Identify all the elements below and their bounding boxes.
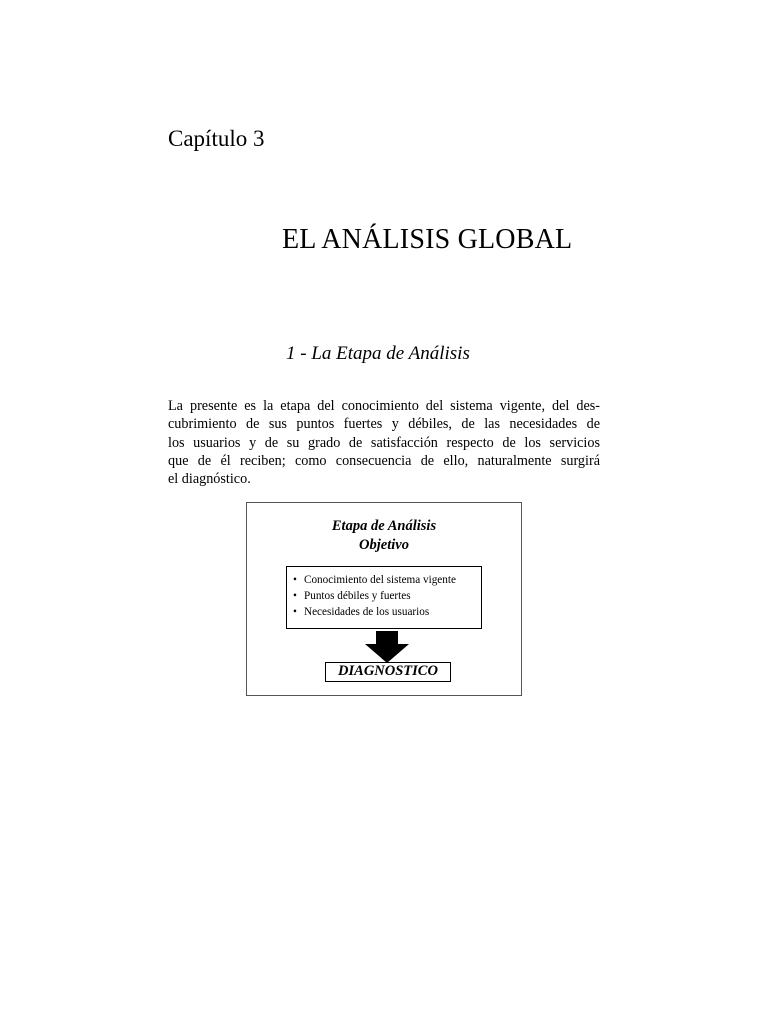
paragraph-line: que de él reciben; como consecuencia de ello, naturalmente surgirá [168, 452, 600, 469]
list-item [293, 572, 481, 588]
paragraph-line: el diagnóstico. [168, 471, 251, 488]
paragraph-line: los usuarios y de su grado de satisfacción respecto de los servicios [168, 434, 600, 451]
diagram-title [247, 517, 521, 555]
list-item [293, 604, 481, 620]
list-item-text: Puntos débiles y fuertes [304, 590, 411, 602]
bullet-icon: • [293, 606, 297, 618]
objectives-list [293, 572, 481, 620]
down-arrow-icon [365, 631, 409, 663]
list-item-text: Necesidades de los usuarios [304, 606, 430, 618]
analysis-diagram [246, 502, 522, 696]
chapter-label: Capítulo 3 [168, 126, 265, 151]
paragraph-line: La presente es la etapa del conocimiento del sistema vigente, del des- [168, 398, 600, 414]
paragraph-line: cubrimiento de sus puntos fuertes y débiles, de las necesidades de [168, 416, 600, 433]
list-item [293, 588, 481, 604]
bullet-icon: • [293, 590, 297, 602]
diagnosis-box: DIAGNOSTICO [325, 662, 451, 682]
diagram-title-line: Etapa de Análisis [331, 518, 437, 534]
list-item-text: Conocimiento del sistema vigente [304, 574, 456, 586]
page-title: EL ANÁLISIS GLOBAL [282, 224, 573, 255]
bullet-icon: • [293, 574, 297, 586]
section-heading: 1 - La Etapa de Análisis [286, 343, 470, 364]
objectives-box [286, 566, 482, 629]
diagram-subtitle-line: Objetivo [359, 537, 409, 553]
body-paragraph [168, 397, 600, 488]
